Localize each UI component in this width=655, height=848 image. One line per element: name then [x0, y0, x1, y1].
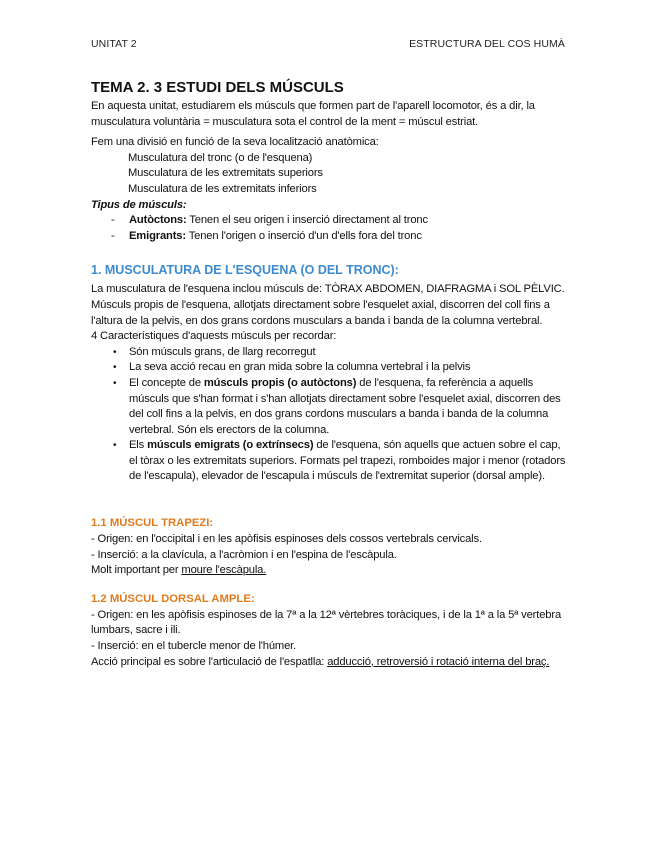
header-unit: UNITAT 2	[91, 38, 137, 50]
dorsal-note	[91, 655, 566, 671]
list-item	[91, 376, 566, 438]
division-item: Musculatura del tronc (o de l'esquena)	[128, 151, 313, 164]
document-body	[91, 79, 566, 670]
list-item	[91, 360, 566, 376]
dorsal-origin: - Origen: en les apòfisis espinoses de la 7ª a la 12ª vèrtebres toràciques, i de la 1ª a la 5ª vertebra lumbars, sacre i ili.	[91, 608, 562, 637]
bullet-marker: •	[113, 346, 117, 358]
characteristics-list	[91, 345, 566, 485]
section-paragraph: Músculs propis de l'esquena, allotjats directament sobre l'esquelet axial, discorren del coll fins a l'altura de la pelvis, en dos grans cordons musculars a banda i banda de la columna vertebral.	[91, 298, 550, 327]
dash-marker: -	[111, 214, 115, 227]
list-item	[91, 229, 566, 245]
type-term: Autòctons:	[129, 214, 187, 227]
types-heading: Tipus de músculs:	[91, 198, 187, 211]
section-heading: 1. MUSCULATURA DE L'ESQUENA (O DEL TRONC):	[91, 263, 399, 278]
trapezi-insertion: - Inserció: a la clavícula, a l'acròmion i en l'espina de l'escàpula.	[91, 548, 397, 561]
division-lead: Fem una divisió en funció de la seva localització anatòmica:	[91, 136, 379, 149]
bullet-marker: •	[113, 362, 117, 374]
page-title: TEMA 2. 3 ESTUDI DELS MÚSCULS	[91, 79, 344, 96]
division-item: Musculatura de les extremitats inferiors	[128, 182, 317, 195]
dash-marker: -	[111, 229, 115, 242]
note-text: Acció principal es sobre l'articulació de l'espatlla:	[91, 655, 328, 668]
trapezi-note	[91, 563, 566, 579]
note-underlined: adducció, retroversió i rotació interna del braç.	[327, 655, 550, 668]
list-item	[91, 213, 566, 229]
list-item	[91, 438, 566, 485]
bullet-text: de l'esquena, fa referència a aquells músculs que s'han format i s'han allotjats directament sobre l'esquelet axial, discorren des del coll fins a la pelvis, en dos grans cordons musculars a banda i banda de la columna vertebral. Són els erectors de la columna.	[129, 376, 561, 436]
list-item	[91, 345, 566, 361]
bullet-marker: •	[113, 377, 117, 389]
dorsal-insertion: - Inserció: en el tubercle menor de l'húmer.	[91, 640, 297, 653]
bullet-text: de l'esquena, són aquells que actuen sobre el cap, el tòrax o les extremitats superiors. Formats pel trapezi, romboides major i menor (rotadors de l'escapula), elevador de l'escapula i músculs de l'extremitat superior (dorsal ample).	[129, 439, 566, 483]
subsection-heading-trapezi: 1.1 MÚSCUL TRAPEZI:	[91, 517, 214, 530]
trapezi-origin: - Origen: en l'occipital i en les apòfisis espinoses dels cossos vertebrals cervicals.	[91, 533, 482, 546]
bullet-text: El concepte de	[129, 376, 204, 389]
bullet-bold: músculs propis (o autòctons)	[203, 376, 357, 389]
type-text: Tenen el seu origen i inserció directament al tronc	[186, 214, 428, 227]
intro-paragraph: En aquesta unitat, estudiarem els músculs que formen part de l'aparell locomotor, és a dir, la musculatura voluntària = musculatura sota el control de la ment = múscul estriat.	[91, 100, 535, 128]
bullet-marker: •	[113, 440, 117, 452]
bullet-text: Els	[129, 439, 148, 452]
bullet-bold: músculs emigrats (o extrínsecs)	[147, 439, 314, 452]
bullet-text: La seva acció recau en gran mida sobre la columna vertebral i la pelvis	[129, 361, 471, 374]
type-term: Emigrants:	[129, 229, 186, 242]
division-item: Musculatura de les extremitats superiors	[128, 167, 323, 180]
header-subject: ESTRUCTURA DEL COS HUMÀ	[409, 38, 565, 50]
types-list	[91, 213, 566, 244]
note-underlined: moure l'escàpula.	[181, 564, 267, 577]
subsection-heading-dorsal: 1.2 MÚSCUL DORSAL AMPLE:	[91, 592, 255, 605]
section-paragraph: La musculatura de l'esquena inclou músculs de: TÒRAX ABDOMEN, DIAFRAGMA i SOL PÈLVIC.	[91, 283, 565, 296]
section-paragraph: 4 Característiques d'aquests músculs per recordar:	[91, 330, 337, 343]
note-text: Molt important per	[91, 564, 182, 577]
bullet-text: Són músculs grans, de llarg recorregut	[129, 345, 316, 358]
type-text: Tenen l'origen o inserció d'un d'ells fora del tronc	[185, 229, 422, 242]
